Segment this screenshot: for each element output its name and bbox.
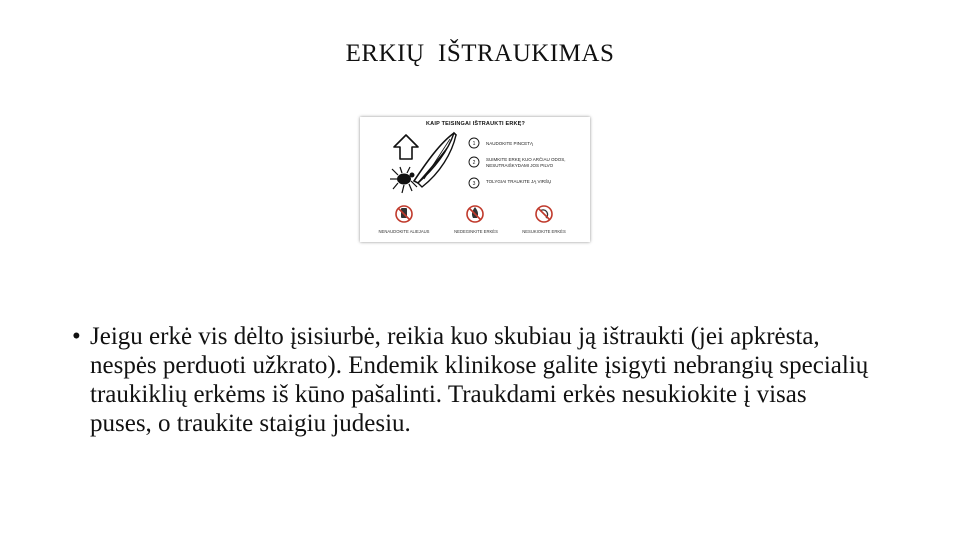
step-1-text: NAUDOKITE PINCETĄ	[486, 141, 534, 146]
step-2-number: 2	[472, 160, 476, 166]
slide-title: ERKIŲ IŠTRAUKIMAS	[345, 40, 615, 67]
warning-label-oil: NENAUDOKITE ALIEJAUS	[378, 229, 430, 234]
no-twist-icon	[536, 206, 552, 222]
no-oil-icon	[396, 206, 412, 222]
step-3-number: 3	[472, 181, 476, 187]
bullet-marker: •	[72, 323, 81, 350]
arrow-up-icon	[394, 135, 418, 159]
step-3-text: TOLYGIAI TRAUKITE JĄ VIRŠŲ	[486, 179, 552, 184]
step-2-text: SUIMKITE ERKĘ KUO ARČIAU ODOS, NESUTRAIŠKYDAMI JOS PILVO	[486, 157, 566, 168]
bullet-paragraph	[72, 322, 872, 438]
infographic-graphics	[360, 117, 590, 242]
tick-removal-infographic	[360, 117, 590, 242]
no-fire-icon	[467, 206, 483, 222]
warning-label-twist: NESUKIOKITE ERKĖS	[522, 229, 566, 234]
tick-icon	[390, 167, 417, 193]
tweezers-icon	[414, 133, 456, 187]
step-1-number: 1	[472, 141, 476, 147]
infographic-heading: KAIP TEISINGAI IŠTRAUKTI ERKĘ?	[426, 121, 526, 127]
warning-label-fire: NEDEGINKITE ERKĖS	[454, 229, 498, 234]
bullet-text: Jeigu erkė vis dėlto įsisiurbė, reikia kuo skubiau ją ištraukti (jei apkrėsta, nespės perduoti užkrato). Endemik klinikose galite įsigyti nebrangių specialių traukiklių erkėms iš kūno pašalinti. Traukdami erkės nesukiokite į visas puses, o traukite staigiu judesiu.	[90, 323, 869, 437]
